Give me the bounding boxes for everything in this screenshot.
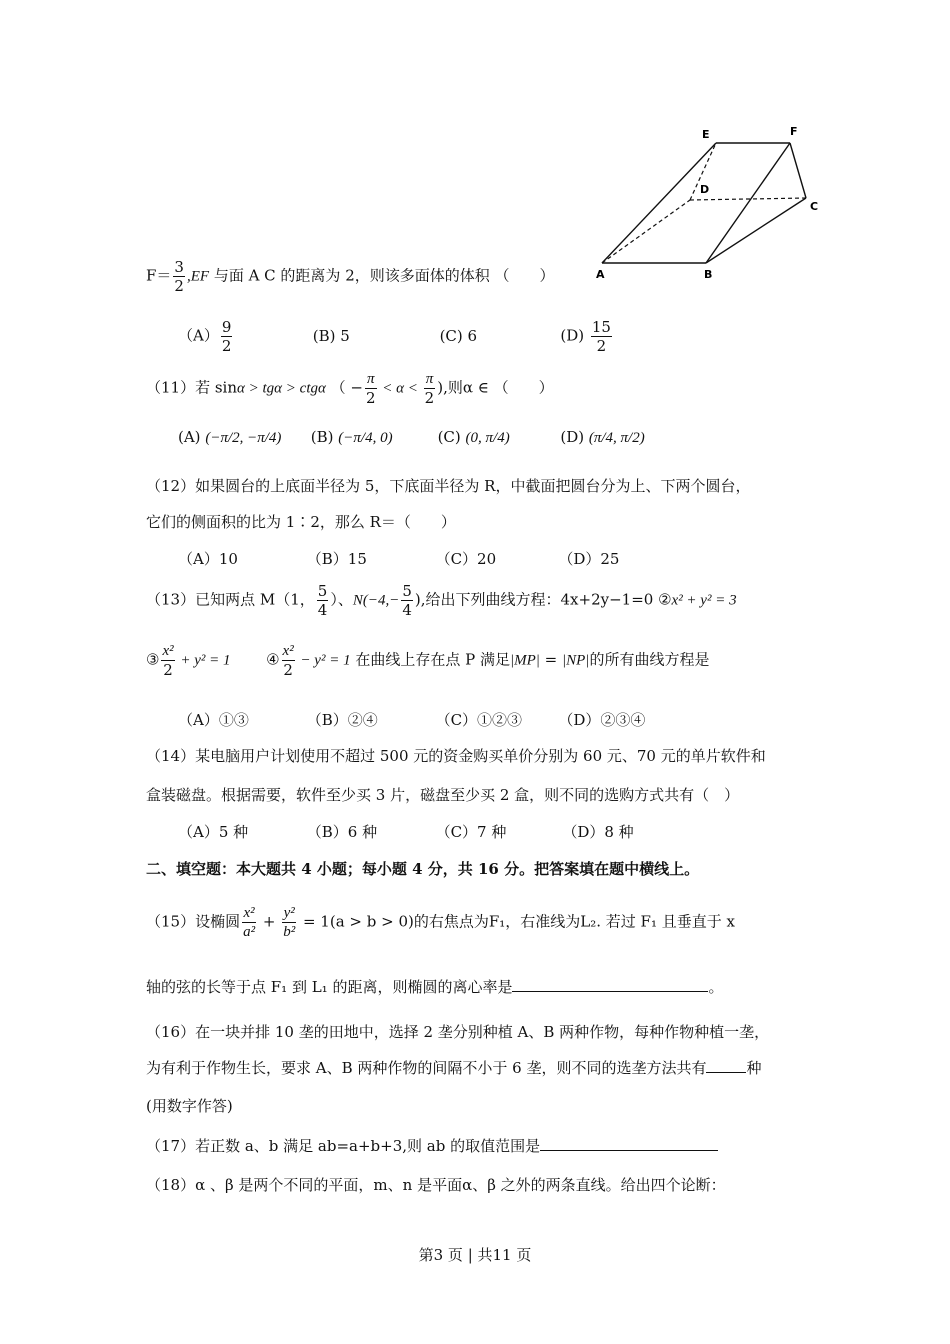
q13-option-b: （B）②④ (306, 711, 378, 729)
q16-answer-blank[interactable] (706, 1058, 746, 1073)
vertex-label-f: F (790, 125, 798, 138)
q17-line: （17）若正数 a、b 满足 ab=a+b+3,则 ab 的取值范围是 (146, 1135, 718, 1156)
q16-line3: (用数字作答) (146, 1097, 233, 1115)
vertex-label-d: D (700, 183, 710, 196)
q11-stem: （11）若 sinα > tgα > ctgα （ − $\frac{\pi}{2}$ < α < $\frac{\pi}{2}$ ),则α ∈ （ ） (146, 371, 554, 407)
q14-option-a: （A）5 种 (178, 823, 249, 841)
q15-line2: 轴的弦的长等于点 F₁ 到 L₁ 的距离，则椭圆的离心率是 。 (146, 978, 724, 996)
q10-stem: F＝ $\frac{3}{2}$ ,EF 与面 A C 的距离为 2，则该多面体的体积 （ ） (146, 258, 555, 295)
q13-option-d: （D）②③④ (558, 711, 646, 729)
q12-line2: 它们的侧面积的比为 1∶2，那么 R＝（ ） (146, 513, 456, 531)
edge-fc (790, 143, 806, 198)
q11-option-a: (A) (−π/2, −π/4) (178, 428, 282, 446)
edge-dc (690, 198, 806, 200)
q13-options (178, 709, 645, 730)
q14-option-b: （B）6 种 (306, 823, 378, 841)
edge-fb (706, 143, 790, 263)
section-2-heading: 二、填空题：本大题共 4 小题；每小题 4 分，共 16 分。把答案填在题中横线上。 (146, 860, 700, 878)
q13-line2: ③ $\frac{\text{x²}}{2}$ + y² = 1 ④ $\frac{\text{x²}}{2}$ − y² = 1 在曲线上存在点 P 满足|MP| = |NP|的所有曲线方程是 (146, 643, 710, 679)
q13-option-a: （A）①③ (178, 711, 249, 729)
q14-line2: 盒装磁盘。根据需要，软件至少买 3 片，磁盘至少买 2 盒，则不同的选购方式共有（ ） (146, 786, 740, 804)
q11-option-c: (C) (0, π/4) (437, 428, 510, 446)
q12-option-d: （D）25 (558, 550, 620, 568)
q16-line1: （16）在一块并排 10 垄的田地中，选择 2 垄分别种植 A、B 两种作物，每种作物种植一垄， (146, 1023, 770, 1041)
edge-bc (706, 198, 806, 263)
q11-option-b: (B) (−π/4, 0) (310, 428, 393, 446)
edge-ad (602, 200, 690, 263)
q18-line: （18）α 、β 是两个不同的平面，m、n 是平面α、β 之外的两条直线。给出四个论断： (146, 1176, 726, 1194)
edge-ae (602, 143, 716, 263)
q17-answer-blank[interactable] (540, 1136, 718, 1151)
q11-option-d: (D) (π/4, π/2) (560, 428, 645, 446)
q10-fraction: $\frac{3}{2}$ (174, 258, 184, 295)
q12-option-c: （C）20 (435, 550, 497, 568)
q11-options (178, 428, 645, 447)
q12-options (178, 548, 619, 569)
q10-option-d: (D) $\frac{15}{2}$ (560, 318, 611, 355)
q15-line1: （15）设椭圆 $\frac{\text{x²}}{\text{a²}}$ + $\frac{\text{y²}}{\text{b²}}$ = 1(a > b > 0)的右焦点为F₁，右准线为L₂. 若过 F₁ 且垂直于 x (146, 905, 735, 940)
polyhedron-figure (580, 118, 830, 288)
q14-options (178, 821, 634, 842)
q15-answer-blank[interactable] (512, 977, 708, 992)
q14-option-c: （C）7 种 (435, 823, 507, 841)
q16-line2: 为有利于作物生长，要求 A、B 两种作物的间隔不小于 6 垄，则不同的选垄方法共有 种 (146, 1059, 762, 1077)
page-footer: 第3 页 | 共11 页 (418, 1246, 532, 1264)
vertex-label-e: E (702, 128, 710, 141)
q13-option-c: （C）①②③ (435, 711, 523, 729)
vertex-label-a: A (596, 268, 605, 281)
q14-line1: （14）某电脑用户计划使用不超过 500 元的资金购买单价分别为 60 元、70 元的单片软件和 (146, 747, 766, 765)
q10-options (178, 318, 614, 355)
q12-line1: （12）如果圆台的上底面半径为 5，下底面半径为 R，中截面把圆台分为上、下两个圆台， (146, 477, 751, 495)
q12-option-b: （B）15 (306, 550, 367, 568)
q13-line1: （13）已知两点 M（1， $\frac{5}{4}$ ）、N(−4,− $\frac{5}{4}$ ),给出下列曲线方程：4x+2y−1=0 ②x² + y² = 3 (146, 582, 737, 619)
q10-option-b: (B) 5 (312, 326, 350, 345)
q10-option-c: (C) 6 (439, 326, 478, 345)
q14-option-d: （D）8 种 (562, 823, 634, 841)
q12-option-a: （A）10 (178, 550, 238, 568)
vertex-label-c: C (810, 200, 819, 213)
vertex-label-b: B (704, 268, 713, 281)
q10-option-a: （A） $\frac{9}{2}$ (178, 318, 232, 355)
